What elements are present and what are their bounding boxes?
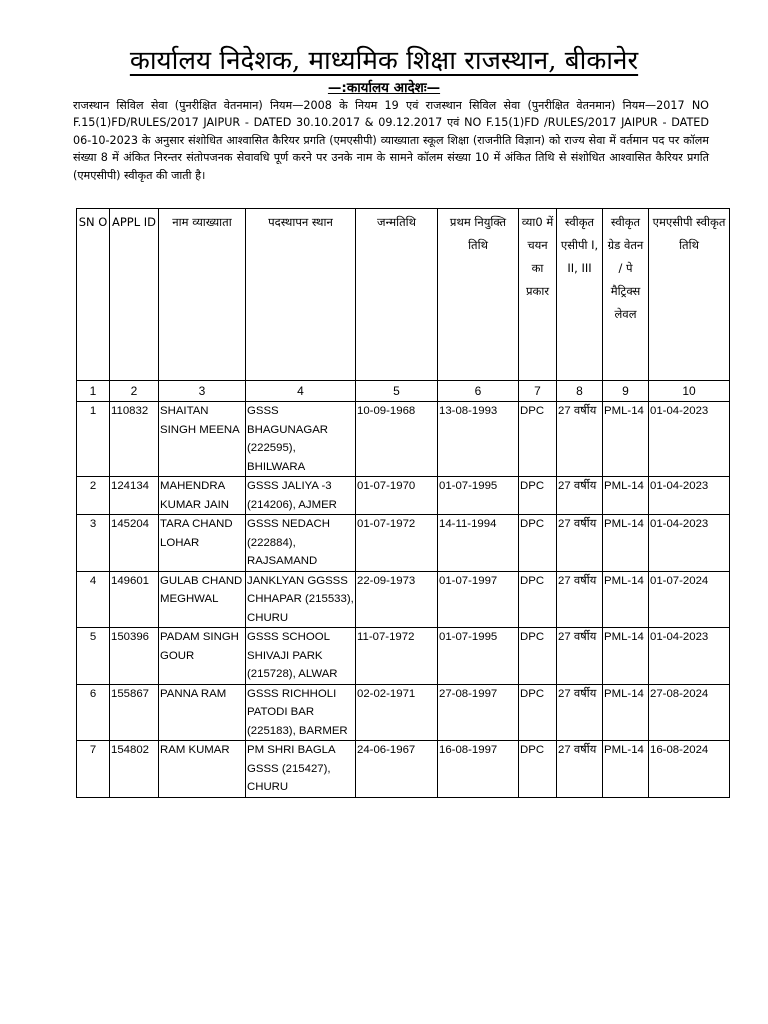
cell-appl-id: 150396: [110, 628, 159, 685]
cell-grade-pay: PML-14: [603, 684, 649, 741]
cell-dob: 24-06-1967: [356, 741, 438, 798]
header-name: नाम व्याख्याता: [159, 209, 246, 381]
cell-appl-id: 124134: [110, 477, 159, 515]
cell-macp-date: 01-04-2023: [649, 477, 730, 515]
column-number: 5: [356, 381, 438, 402]
cell-appl-id: 110832: [110, 402, 159, 477]
cell-sno: 7: [77, 741, 110, 798]
table-row: [77, 477, 730, 515]
office-title: कार्यालय निदेशक, माध्यमिक शिक्षा राजस्थान, बीकानेर: [129, 46, 639, 76]
cell-selection-type: DPC: [519, 402, 557, 477]
cell-sanctioned-acp: 27 वर्षीय: [557, 402, 603, 477]
column-number: 1: [77, 381, 110, 402]
cell-grade-pay: PML-14: [603, 571, 649, 628]
cell-sanctioned-acp: 27 वर्षीय: [557, 515, 603, 572]
table-row: [77, 684, 730, 741]
table-header-row: [77, 209, 730, 381]
cell-sno: 2: [77, 477, 110, 515]
cell-name: PANNA RAM: [159, 684, 246, 741]
column-number: 7: [519, 381, 557, 402]
cell-dob: 10-09-1968: [356, 402, 438, 477]
cell-first-appointment: 01-07-1997: [438, 571, 519, 628]
cell-name: SHAITAN SINGH MEENA: [159, 402, 246, 477]
cell-posting: GSSS RICHHOLI PATODI BAR (225183), BARMER: [246, 684, 356, 741]
cell-sanctioned-acp: 27 वर्षीय: [557, 628, 603, 685]
cell-macp-date: 01-04-2023: [649, 402, 730, 477]
macp-table: [76, 208, 730, 798]
cell-dob: 01-07-1970: [356, 477, 438, 515]
cell-dob: 02-02-1971: [356, 684, 438, 741]
cell-selection-type: DPC: [519, 628, 557, 685]
cell-name: RAM KUMAR: [159, 741, 246, 798]
cell-sanctioned-acp: 27 वर्षीय: [557, 477, 603, 515]
cell-selection-type: DPC: [519, 741, 557, 798]
header-selection-type: व्या0 में चयन का प्रकार: [519, 209, 557, 381]
cell-macp-date: 01-07-2024: [649, 571, 730, 628]
cell-first-appointment: 01-07-1995: [438, 477, 519, 515]
cell-first-appointment: 01-07-1995: [438, 628, 519, 685]
cell-posting: GSSS SCHOOL SHIVAJI PARK (215728), ALWAR: [246, 628, 356, 685]
cell-grade-pay: PML-14: [603, 628, 649, 685]
cell-sno: 5: [77, 628, 110, 685]
cell-name: TARA CHAND LOHAR: [159, 515, 246, 572]
column-number: 3: [159, 381, 246, 402]
cell-dob: 11-07-1972: [356, 628, 438, 685]
column-number: 2: [110, 381, 159, 402]
cell-appl-id: 155867: [110, 684, 159, 741]
table-row: [77, 402, 730, 477]
cell-name: MAHENDRA KUMAR JAIN: [159, 477, 246, 515]
cell-posting: GSSS JALIYA -3 (214206), AJMER: [246, 477, 356, 515]
cell-grade-pay: PML-14: [603, 515, 649, 572]
cell-sanctioned-acp: 27 वर्षीय: [557, 571, 603, 628]
cell-sanctioned-acp: 27 वर्षीय: [557, 684, 603, 741]
header-posting: पदस्थापन स्थान: [246, 209, 356, 381]
header-first-appointment: प्रथम नियुक्ति तिथि: [438, 209, 519, 381]
cell-macp-date: 01-04-2023: [649, 515, 730, 572]
cell-posting: PM SHRI BAGLA GSSS (215427), CHURU: [246, 741, 356, 798]
cell-sno: 6: [77, 684, 110, 741]
column-number: 10: [649, 381, 730, 402]
cell-grade-pay: PML-14: [603, 477, 649, 515]
column-number: 8: [557, 381, 603, 402]
cell-selection-type: DPC: [519, 684, 557, 741]
table-row: [77, 628, 730, 685]
cell-sno: 1: [77, 402, 110, 477]
table-row: [77, 571, 730, 628]
cell-sno: 4: [77, 571, 110, 628]
office-order-subtitle: —:कार्यालय आदेशः—: [327, 80, 441, 96]
cell-sanctioned-acp: 27 वर्षीय: [557, 741, 603, 798]
cell-selection-type: DPC: [519, 477, 557, 515]
cell-first-appointment: 14-11-1994: [438, 515, 519, 572]
cell-macp-date: 01-04-2023: [649, 628, 730, 685]
cell-posting: JANKLYAN GGSSS CHHAPAR (215533), CHURU: [246, 571, 356, 628]
header-macp-date: एमएसीपी स्वीकृत तिथि: [649, 209, 730, 381]
cell-first-appointment: 27-08-1997: [438, 684, 519, 741]
cell-sno: 3: [77, 515, 110, 572]
column-number: 9: [603, 381, 649, 402]
cell-macp-date: 16-08-2024: [649, 741, 730, 798]
cell-grade-pay: PML-14: [603, 741, 649, 798]
column-number: 6: [438, 381, 519, 402]
cell-name: GULAB CHAND MEGHWAL: [159, 571, 246, 628]
header-sanctioned-acp: स्वीकृत एसीपी I, II, III: [557, 209, 603, 381]
table-row: [77, 515, 730, 572]
cell-appl-id: 145204: [110, 515, 159, 572]
order-paragraph: राजस्थान सिविल सेवा (पुनरीक्षित वेतनमान) नियम—2008 के नियम 19 एवं राजस्थान सिविल सेवा (पुनरीक्षित वेतनमान) नियम—2017 NO F.15(1)FD/RULES/2017 JAIPUR - DATED 30.10.2017 & 09.12.2017 एवं NO F.15(1)FD /RULES/2017 JAIPUR - DATED 06-10-2023 के अनुसार संशोधित आश्वासित कैरियर प्रगति (एमएसीपी) व्याख्याता स्कूल शिक्षा (राजनीति विज्ञान) को राज्य सेवा में वर्तमान पद पर कॉलम संख्या 8 में अंकित निरन्तर संतोपजनक सेवावधि पूर्ण करने पर उनके नाम के सामने कॉलम संख्या 10 में अंकित तिथि से संशोधित आश्वासित कैरियर प्रगति (एमएसीपी) स्वीकृत की जाती है।: [73, 99, 709, 182]
cell-macp-date: 27-08-2024: [649, 684, 730, 741]
cell-first-appointment: 13-08-1993: [438, 402, 519, 477]
cell-posting: GSSS BHAGUNAGAR (222595), BHILWARA: [246, 402, 356, 477]
column-number: 4: [246, 381, 356, 402]
header-appl-id: APPL ID: [110, 209, 159, 381]
cell-dob: 01-07-1972: [356, 515, 438, 572]
cell-appl-id: 154802: [110, 741, 159, 798]
cell-appl-id: 149601: [110, 571, 159, 628]
cell-selection-type: DPC: [519, 515, 557, 572]
header-dob: जन्मतिथि: [356, 209, 438, 381]
header-grade-pay: स्वीकृत ग्रेड वेतन / पे मैट्रिक्स लेवल: [603, 209, 649, 381]
cell-posting: GSSS NEDACH (222884), RAJSAMAND: [246, 515, 356, 572]
table-row: [77, 741, 730, 798]
cell-dob: 22-09-1973: [356, 571, 438, 628]
cell-first-appointment: 16-08-1997: [438, 741, 519, 798]
cell-selection-type: DPC: [519, 571, 557, 628]
cell-grade-pay: PML-14: [603, 402, 649, 477]
column-number-row: [77, 381, 730, 402]
header-sno: SN O: [77, 209, 110, 381]
cell-name: PADAM SINGH GOUR: [159, 628, 246, 685]
